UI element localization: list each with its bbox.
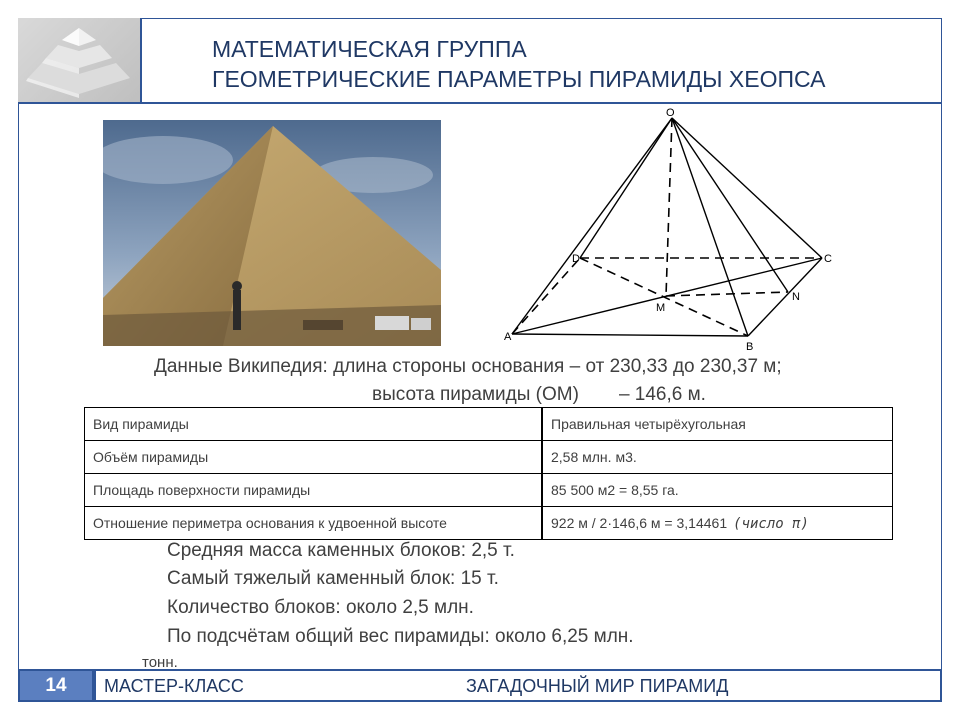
- label-n: N: [792, 291, 800, 303]
- table-cell-value: Правильная четырёхугольная: [542, 408, 893, 441]
- table-cell-label: Объём пирамиды: [85, 441, 543, 474]
- fact-average-block-mass: Средняя масса каменных блоков: 2,5 т.: [167, 540, 515, 561]
- title-line-2: ГЕОМЕТРИЧЕСКИЕ ПАРАМЕТРЫ ПИРАМИДЫ ХЕОПСА: [212, 66, 826, 92]
- table-cell-value: [542, 507, 893, 540]
- fact-total-weight: По подсчётам общий вес пирамиды: около 6,25 млн.: [167, 626, 634, 647]
- table-row: [85, 507, 893, 540]
- pyramid-logo-icon: [18, 18, 140, 102]
- footer-right-text: ЗАГАДОЧНЫЙ МИР ПИРАМИД: [466, 676, 729, 696]
- parameters-table: [84, 407, 893, 540]
- table-cell-value: 85 500 м2 = 8,55 га.: [542, 474, 893, 507]
- table-row: [85, 408, 893, 441]
- edge-ab: [512, 334, 748, 336]
- table-row: [85, 474, 893, 507]
- height-om-dashed: [666, 118, 672, 296]
- fact-total-weight-unit: тонн.: [142, 654, 178, 671]
- edge-oa: [512, 118, 672, 334]
- edge-on: [672, 118, 788, 292]
- footer-left-text: МАСТЕР-КЛАСС: [104, 676, 244, 696]
- table-cell-label: Отношение периметра основания к удвоенной высоте: [85, 507, 543, 540]
- wiki-height: [372, 384, 706, 406]
- fact-block-count: Количество блоков: около 2,5 млн.: [167, 597, 474, 618]
- edge-bc: [748, 258, 822, 336]
- ratio-value: 922 м / 2·146,6 м = 3,14461: [551, 514, 728, 531]
- title-line-1: МАТЕМАТИЧЕСКАЯ ГРУППА: [212, 36, 527, 62]
- edge-oc: [672, 118, 822, 258]
- edge-od: [580, 118, 672, 258]
- wiki-height-label: высота пирамиды (ОМ): [372, 384, 579, 405]
- pyramid-photo: [103, 120, 441, 346]
- edge-ob: [672, 118, 748, 336]
- pyramid-logo: [18, 18, 142, 104]
- pi-note: (число π): [733, 515, 809, 532]
- diagonal-db-dashed: [580, 258, 748, 336]
- label-m: M: [656, 302, 666, 314]
- fact-heaviest-block: Самый тяжелый каменный блок: 15 т.: [167, 568, 499, 589]
- page-number: 14: [18, 669, 94, 702]
- wiki-base-length: Данные Википедия: длина стороны основания – от 230,33 до 230,37 м;: [154, 356, 782, 377]
- edge-ad-dashed: [512, 258, 580, 334]
- label-b: B: [746, 341, 754, 353]
- table-row: [85, 441, 893, 474]
- label-d: D: [572, 253, 580, 265]
- table-cell-label: Вид пирамиды: [85, 408, 543, 441]
- segment-mn-dashed: [666, 292, 788, 296]
- label-o: O: [666, 107, 675, 119]
- table-cell-value: 2,58 млн. м3.: [542, 441, 893, 474]
- page-title: [212, 34, 825, 94]
- wiki-height-value: – 146,6 м.: [618, 384, 706, 405]
- label-a: A: [504, 331, 512, 343]
- label-c: C: [824, 253, 832, 265]
- pyramid-diagram: [496, 104, 840, 354]
- table-cell-label: Площадь поверхности пирамиды: [85, 474, 543, 507]
